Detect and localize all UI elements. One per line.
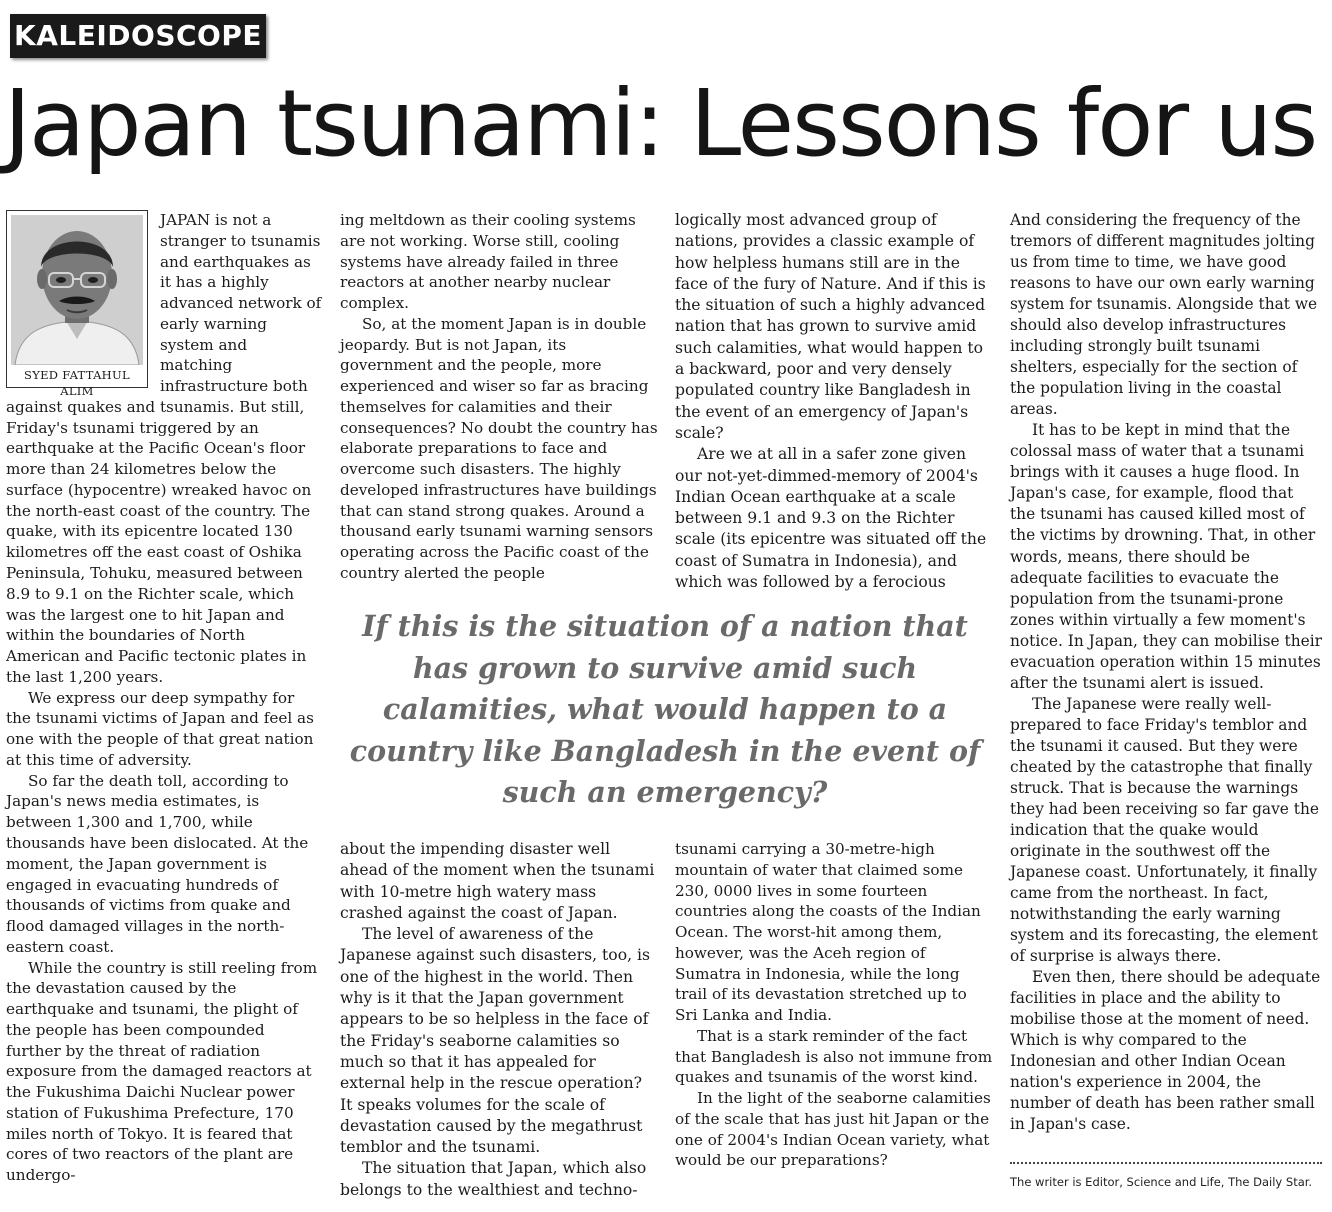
paragraph: JAPAN is not a stranger to tsunamis and earthquakes as it has a highly advanced network of early warning system and matching infrastructure both against quakes and tsunamis. But still, Friday's tsunami triggered by an earthquake at the Pacific Ocean's floor more than 24 kilometres below the surface (hypocentre) wreaked havoc on the north-east coast of the country. The quake, with its epicentre located 130 kilometres off the east coast of Oshika Peninsula, Tohuku, measured between 8.9 to 9.1 on the Richter scale, which was the largest one to hit Japan and within the boundaries of North American and Pacific tectonic plates in the last 1,200 years. xyxy=(6,211,322,686)
article-column-2-top xyxy=(340,210,658,584)
paragraph: We express our deep sympathy for the tsunami victims of Japan and feel as one with the people of that great nation at this time of adversity. xyxy=(6,688,314,769)
paragraph: That is a stark reminder of the fact that Bangladesh is also not immune from quakes and tsunamis of the worst kind. xyxy=(675,1026,993,1087)
article-column-3-top xyxy=(675,210,993,593)
paragraph: So, at the moment Japan is in double jeopardy. But is not Japan, its government and the people, more experienced and wiser so far as bracing themselves for calamities and their consequences? No doubt the country has elaborate preparations to face and overcome such disasters. The highly developed infrastructures have buildings that can stand strong quakes. Around a thousand early tsunami warning sensors operating across the Pacific coast of the country alerted the people xyxy=(340,314,658,583)
paragraph: Even then, there should be adequate facilities in place and the ability to mobilise those at the moment of need. Which is why compared to the Indonesian and other Indian Ocean nation's experience in 2004, the number of death has been rather small in Japan's case. xyxy=(1010,968,1321,1134)
paragraph: And considering the frequency of the tremors of different magnitudes jolting us from time to time, we have good reasons to have our own early warning system for tsunamis. Alongside that we should also develop infrastructures including strongly built tsunami shelters, especially for the section of the population living in the coastal areas. xyxy=(1010,211,1318,419)
paragraph: logically most advanced group of nations, provides a classic example of how helpless humans still are in the face of the fury of Nature. And if this is the situation of such a highly advanced nation that has grown to survive amid such calamities, what would happen to a backward, poor and very densely populated country like Bangladesh in the event of an emergency of Japan's scale? xyxy=(675,211,986,442)
author-portrait-image xyxy=(11,215,143,365)
paragraph: So far the death toll, according to Japan's news media estimates, is between 1,300 and 1,700, while thousands have been dislocated. At the moment, the Japan government is engaged in evacuating hundreds of thousands of victims from quake and flood damaged villages in the north-eastern coast. xyxy=(6,771,309,956)
paragraph: ing meltdown as their cooling systems are not working. Worse still, cooling systems have already failed in three reactors at another nearby nuclear complex. xyxy=(340,211,636,313)
article-column-3-bottom xyxy=(675,839,993,1171)
paragraph: tsunami carrying a 30-metre-high mountain of water that claimed some 230, 0000 lives in some fourteen countries along the coasts of the Indian Ocean. The worst-hit among them, however, was the Aceh region of Sumatra in Indonesia, while the long trail of its devastation stretched up to Sri Lanka and India. xyxy=(675,840,981,1025)
paragraph: The situation that Japan, which also belongs to the wealthiest and techno- xyxy=(340,1159,647,1199)
article-column-2-bottom xyxy=(340,839,658,1201)
pull-quote: If this is the situation of a nation that has grown to survive amid such calamities, what would happen to a country like Bangladesh in the event of such an emergency? xyxy=(349,609,981,810)
author-photo xyxy=(11,215,143,365)
author-byline: SYED FATTAHUL ALIM xyxy=(24,368,130,398)
paragraph: In the light of the seaborne calamities of the scale that has just hit Japan or the one of 2004's Indian Ocean variety, what would be our preparations? xyxy=(675,1089,991,1170)
paragraph: about the impending disaster well ahead of the moment when the tsunami with 10-metre high watery mass crashed against the coast of Japan. xyxy=(340,840,655,922)
author-footnote: The writer is Editor, Science and Life, The Daily Star. xyxy=(1010,1175,1313,1189)
paragraph: It has to be kept in mind that the colossal mass of water that a tsunami brings with it causes a huge flood. In Japan's case, for example, flood that the tsunami has caused killed most of the victims by drowning. That, in other words, means, there should be adequate facilities to evacuate the population from the tsunami-prone zones within virtually a few moment's notice. In Japan, they can mobilise their evacuation operation within 15 minutes after the tsunami alert is issued. xyxy=(1010,421,1323,692)
author-photo-box xyxy=(6,210,148,398)
paragraph: While the country is still reeling from the devastation caused by the earthquake and tsunami, the plight of the people has been compounded further by the threat of radiation exposure from the damaged reactors at the Fukushima Daichi Nuclear power station of Fukushima Prefecture, 170 miles north of Tokyo. It is feared that cores of two reactors of the plant are undergo- xyxy=(6,958,318,1185)
footnote-divider xyxy=(1010,1162,1322,1164)
paragraph: Are we at all in a safer zone given our not-yet-dimmed-memory of 2004's Indian Ocean earthquake at a scale between 9.1 and 9.3 on the Richter scale (its epicentre was situated off the coast of Sumatra in Indonesia), and which was followed by a ferocious xyxy=(675,445,987,592)
paragraph: The level of awareness of the Japanese against such disasters, too, is one of the highest in the world. Then why is it that the Japan government appears to be so helpless in the face of the Friday's seaborne calamities so much so that it has appealed for external help in the rescue operation? It speaks volumes for the scale of devastation caused by the megathrust temblor and the tsunami. xyxy=(340,925,650,1157)
article-column-1 xyxy=(6,210,322,1186)
section-kicker: KALEIDOSCOPE xyxy=(10,14,266,58)
article-column-4 xyxy=(1010,210,1322,1135)
article-headline: Japan tsunami: Lessons for us xyxy=(4,70,1317,177)
paragraph: The Japanese were really well-prepared to face Friday's temblor and the tsunami it caused. But they were cheated by the catastrophe that finally struck. That is because the warnings they had been receiving so far gave the indication that the quake would originate in the southwest off the Japanese coast. Unfortunately, it finally came from the northeast. In fact, notwithstanding the early warning system and its forecasting, the element of surprise is always there. xyxy=(1010,694,1319,966)
